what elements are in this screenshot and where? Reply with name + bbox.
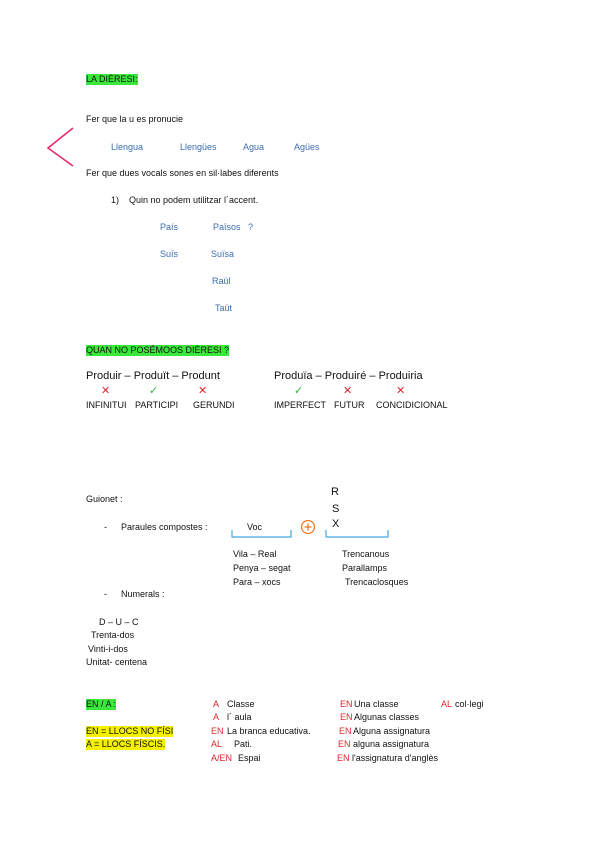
label-participi: PARTICIPI xyxy=(135,400,179,410)
point-number: 1) xyxy=(111,195,120,205)
heading-en-a: EN / A : xyxy=(86,699,117,709)
prep-label: A/EN xyxy=(211,753,233,763)
example-agues: Agües xyxy=(294,142,320,152)
word-trencaclosques: Trencaclosques xyxy=(345,577,409,587)
example-phrase: l´ aula xyxy=(227,712,252,722)
prep-label: A xyxy=(213,699,220,709)
prep-label: A xyxy=(213,712,220,722)
brace-right-drawing xyxy=(326,530,388,537)
numerals-label: Numerals : xyxy=(121,589,165,599)
example-suisa: Suïsa xyxy=(211,249,235,259)
example-phrase: l'assignatura d'anglès xyxy=(352,753,438,763)
heading-dieresi: LA DIÈRESI: xyxy=(86,74,138,84)
verb-group-1: Produir – Produït – Produnt xyxy=(86,370,220,382)
prep-label: EN xyxy=(340,699,353,709)
heading-quan-no: QUAN NO POSÉMOOS DIÈRESI ? xyxy=(86,345,230,355)
prep-label: EN xyxy=(338,739,351,749)
handwritten-r: R xyxy=(331,486,339,498)
point-text: Quin no podem utilitzar l´accent. xyxy=(129,195,259,205)
definition-line-1: Fer que la u es pronucie xyxy=(86,114,184,124)
label-imperfect: IMPERFECT xyxy=(274,400,327,410)
check-icon: ✓ xyxy=(149,385,159,397)
numeral-line: Trenta-dos xyxy=(91,630,135,640)
a-definition: A = LLOCS FÍSCIS. xyxy=(86,739,166,749)
numeral-line: Unitat- centena xyxy=(86,657,148,667)
example-agua: Agua xyxy=(243,142,265,152)
example-pais: País xyxy=(160,222,179,232)
definition-line-2: Fer que dues vocals sones en sil·labes diferents xyxy=(86,168,279,178)
handwritten-s: S xyxy=(332,503,340,515)
prep-label: EN xyxy=(340,712,353,722)
example-phrase: Pati. xyxy=(234,739,253,749)
compostes-label: Paraules compostes : xyxy=(121,522,208,532)
example-phrase: La branca educativa. xyxy=(227,726,311,736)
cross-icon: ✕ xyxy=(396,385,406,397)
word-para-xocs: Para – xocs xyxy=(233,577,281,587)
pink-bracket-drawing xyxy=(48,128,73,166)
example-phrase: Algunas classes xyxy=(354,712,420,722)
handwritten-x: X xyxy=(332,518,340,530)
example-raul: Raül xyxy=(212,276,231,286)
prep-label: EN xyxy=(337,753,350,763)
en-definition: EN = LLOCS NO FÍSI xyxy=(86,726,174,736)
example-suis: Suís xyxy=(160,249,179,259)
label-futur: FUTUR xyxy=(334,400,365,410)
cross-icon: ✕ xyxy=(343,385,353,397)
cross-icon: ✕ xyxy=(198,385,208,397)
example-paisos: Països xyxy=(213,222,241,232)
numeral-line: Vinti-i-dos xyxy=(88,644,128,654)
word-vila-real: Vila – Real xyxy=(233,549,277,559)
prep-label: AL xyxy=(211,739,223,749)
voc-label: Voc xyxy=(247,522,263,532)
example-phrase: Una classe xyxy=(354,699,399,709)
example-phrase: Classe xyxy=(227,699,255,709)
example-llengues: Llengües xyxy=(180,142,217,152)
example-phrase: alguna assignatura xyxy=(353,739,430,749)
verb-group-2: Produïa – Produiré – Produiria xyxy=(274,370,423,382)
prep-label: EN xyxy=(339,726,352,736)
example-phrase: col·legi xyxy=(455,699,484,709)
check-icon: ✓ xyxy=(294,385,304,397)
cross-icon: ✕ xyxy=(101,385,111,397)
prep-label: EN xyxy=(211,726,224,736)
guionet-heading: Guionet : xyxy=(86,494,123,504)
dash-bullet: - xyxy=(104,522,107,532)
example-phrase: Espai xyxy=(238,753,261,763)
word-penya-segat: Penya – segat xyxy=(233,563,291,573)
example-taut: Taüt xyxy=(215,303,233,313)
label-condicional: CONCIDICIONAL xyxy=(376,400,448,410)
word-parallamps: Parallamps xyxy=(342,563,388,573)
numeral-line: D – U – C xyxy=(99,617,139,627)
label-infinitiu: INFINITUI xyxy=(86,400,127,410)
label-gerundi: GERUNDI xyxy=(193,400,235,410)
question-mark: ? xyxy=(248,222,254,232)
word-trencanous: Trencanous xyxy=(342,549,390,559)
dash-bullet: - xyxy=(104,589,107,599)
example-phrase: Alguna assignatura xyxy=(353,726,431,736)
prep-label: AL xyxy=(441,699,453,709)
example-llengua: Llengua xyxy=(111,142,144,152)
